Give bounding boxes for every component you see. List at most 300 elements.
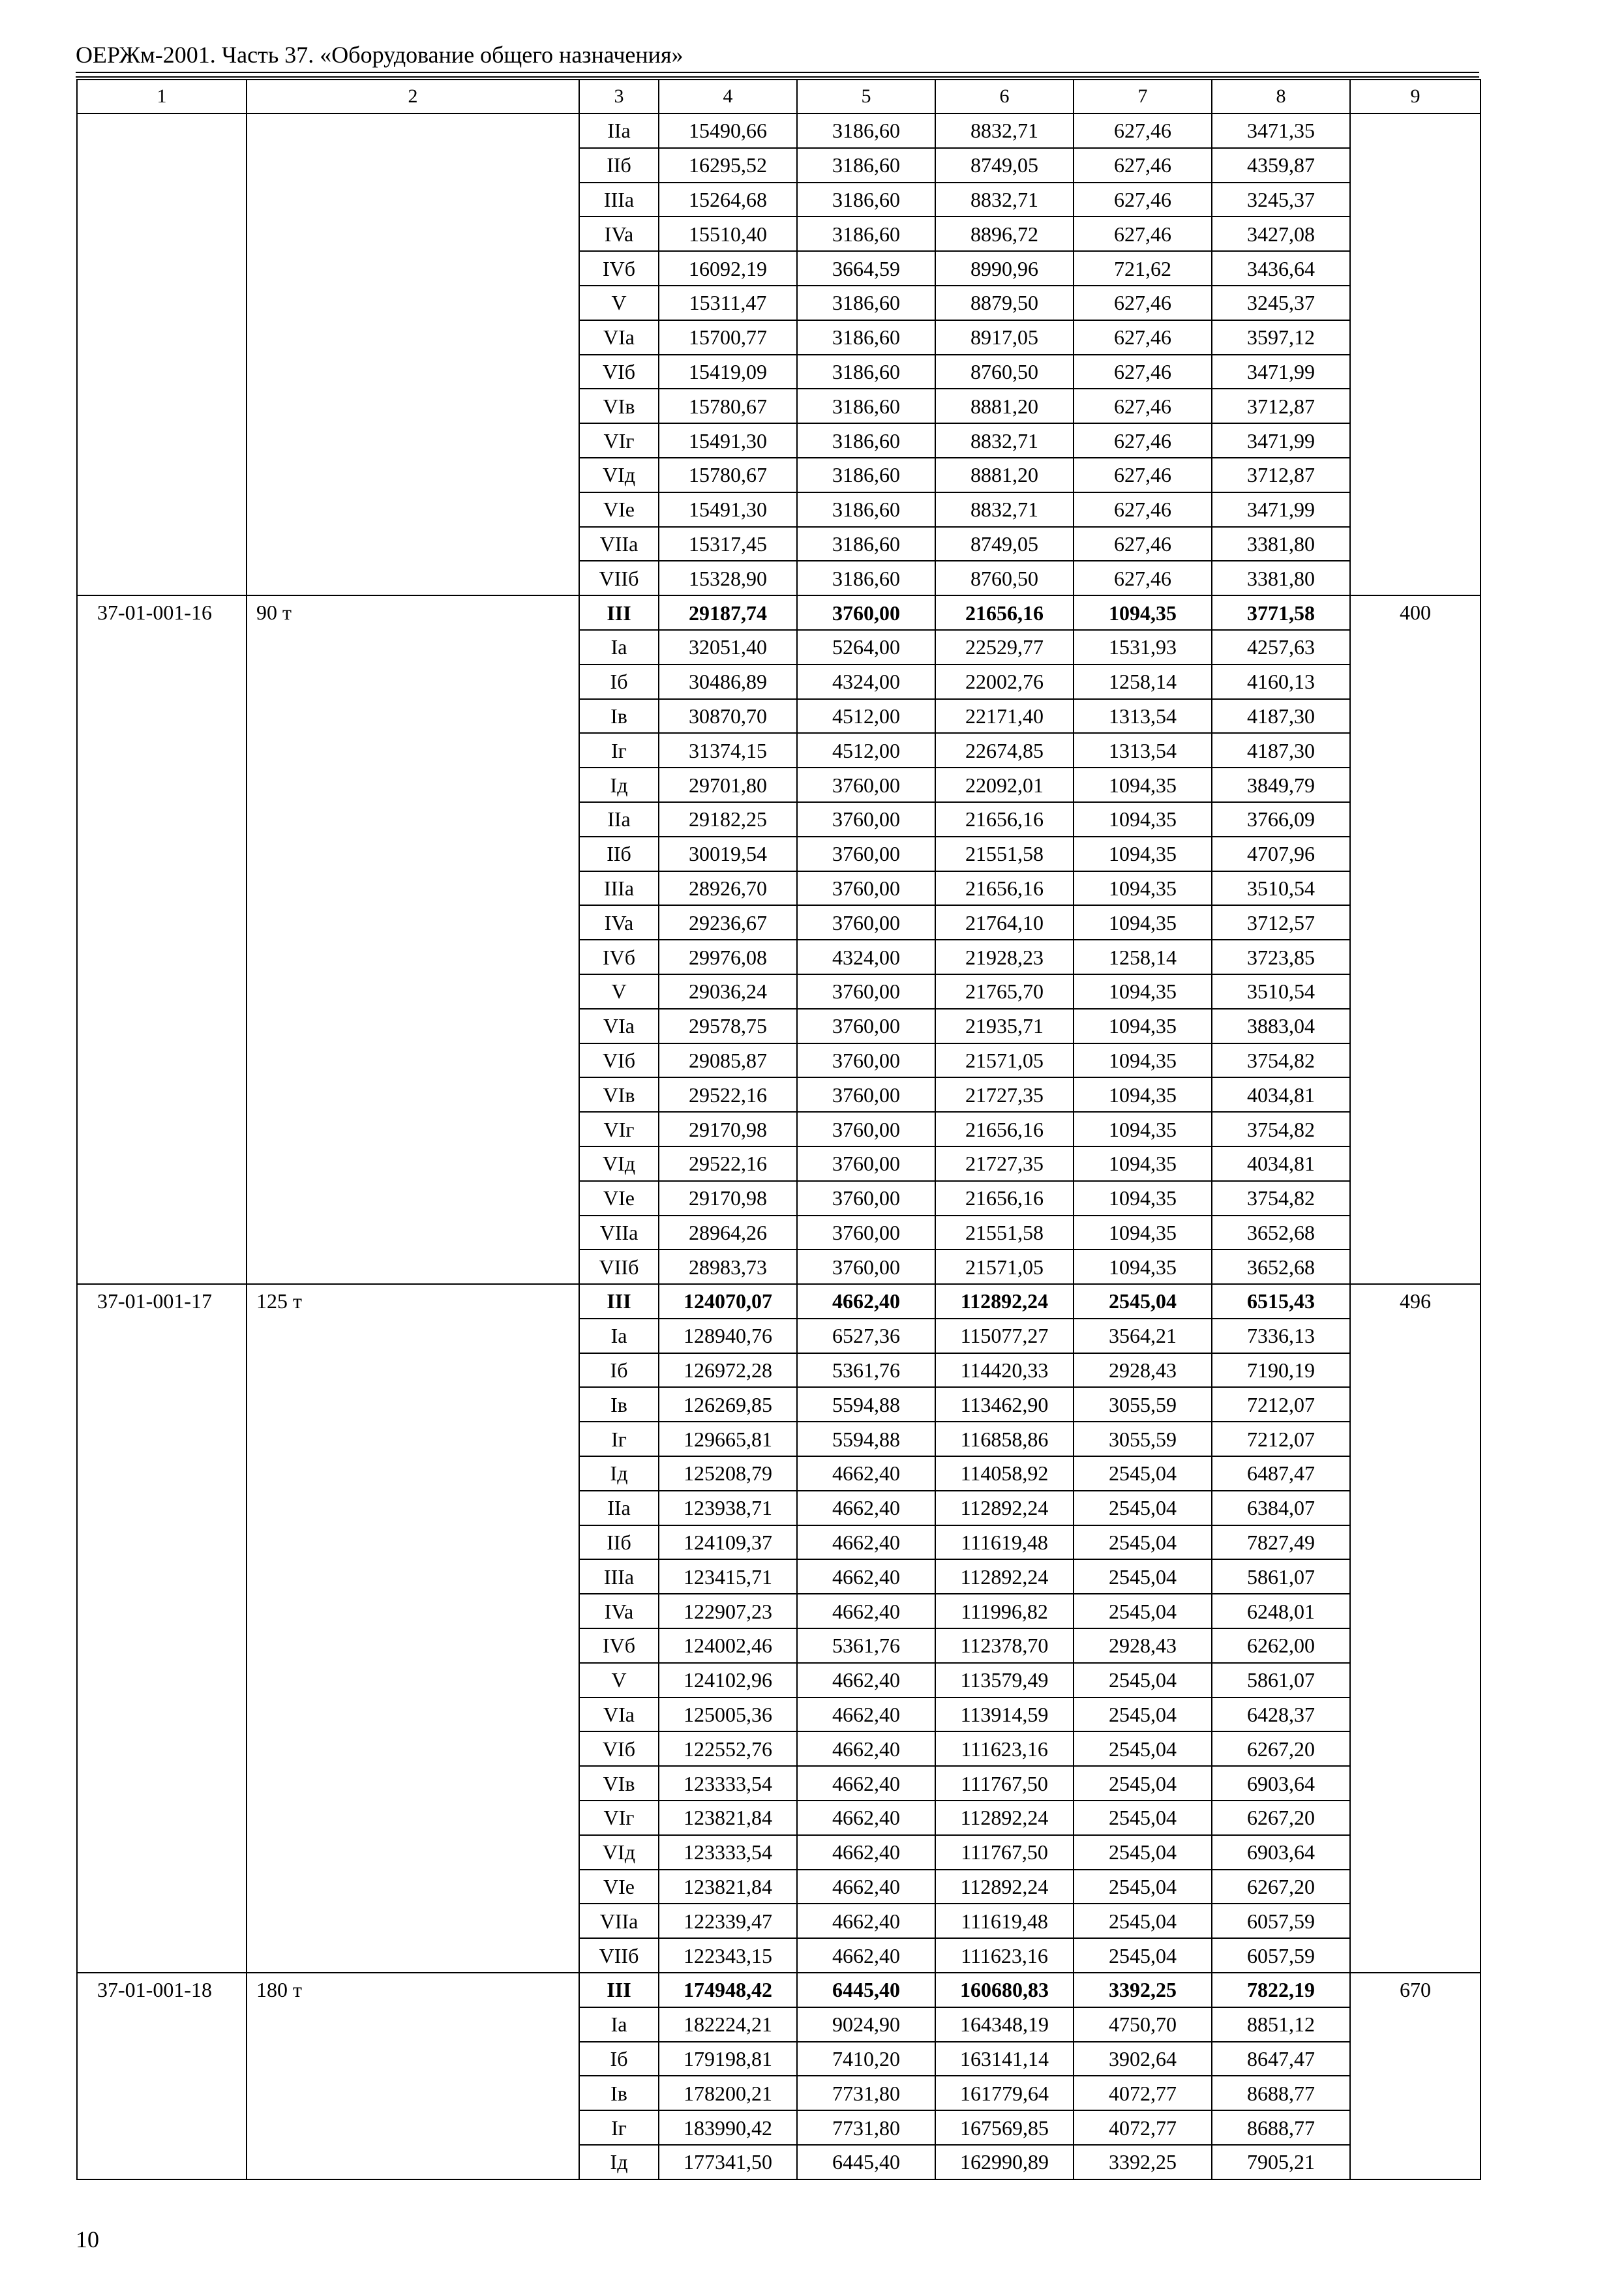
price-value: 32051,40 [659,630,797,665]
price-value: 22171,40 [935,699,1074,734]
price-value: 111623,16 [935,1938,1074,1973]
price-value: 164348,19 [935,2007,1074,2042]
price-value: 1094,35 [1074,768,1212,802]
table-body [77,80,1481,2179]
price-value: 29522,16 [659,1077,797,1112]
price-value: 3652,68 [1212,1249,1350,1284]
price-value: 627,46 [1074,561,1212,595]
price-value: 8990,96 [935,251,1074,286]
price-value: 3186,60 [797,527,935,561]
price-value: 8917,05 [935,320,1074,355]
price-value: 3760,00 [797,1216,935,1250]
price-value: 3597,12 [1212,320,1350,355]
price-value: 1531,93 [1074,630,1212,665]
header-rule [76,76,1479,78]
header-rule [76,72,1479,73]
price-value: 3760,00 [797,1146,935,1181]
variant-label: VIe [579,1870,659,1904]
price-value: 1094,35 [1074,871,1212,906]
price-value: 1094,35 [1074,1043,1212,1078]
variant-label: VIд [579,1146,659,1181]
price-value: 8688,77 [1212,2076,1350,2110]
price-value: 22674,85 [935,733,1074,768]
variant-label: Iд [579,1456,659,1491]
price-value: 4324,00 [797,665,935,699]
price-value: 122339,47 [659,1904,797,1938]
price-value: 7827,49 [1212,1525,1350,1560]
price-value: 3381,80 [1212,527,1350,561]
variant-label: VIв [579,1766,659,1801]
price-value: 4662,40 [797,1456,935,1491]
price-value: 114058,92 [935,1456,1074,1491]
price-value: 3186,60 [797,355,935,389]
price-value: 28964,26 [659,1216,797,1250]
variant-label: Iг [579,2110,659,2145]
price-value: 15700,77 [659,320,797,355]
variant-label: VIIб [579,561,659,595]
price-value: 21656,16 [935,871,1074,906]
price-value: 3245,37 [1212,183,1350,217]
variant-label: IVa [579,1594,659,1628]
price-value: 15491,30 [659,492,797,527]
price-value: 8832,71 [935,113,1074,148]
price-value: 7905,21 [1212,2145,1350,2179]
price-value: 627,46 [1074,217,1212,251]
price-value: 3055,59 [1074,1387,1212,1422]
price-value: 6267,20 [1212,1731,1350,1766]
column-number: 3 [579,80,659,113]
variant-label: IVa [579,217,659,251]
price-value: 4072,77 [1074,2076,1212,2110]
price-value: 2545,04 [1074,1559,1212,1594]
price-value: 3186,60 [797,389,935,423]
price-value: 5361,76 [797,1353,935,1388]
price-value: 16295,52 [659,148,797,183]
price-value: 21727,35 [935,1077,1074,1112]
variant-label: Iг [579,1422,659,1456]
price-value: 162990,89 [935,2145,1074,2179]
price-value: 22529,77 [935,630,1074,665]
price-value: 15317,45 [659,527,797,561]
price-value: 3760,00 [797,837,935,871]
variant-label: IIб [579,148,659,183]
price-value: 8881,20 [935,458,1074,492]
price-value: 3564,21 [1074,1319,1212,1353]
price-value: 29170,98 [659,1181,797,1216]
page-number: 10 [76,2226,99,2252]
price-value: 3849,79 [1212,768,1350,802]
price-value: 5361,76 [797,1628,935,1663]
price-value: 2545,04 [1074,1835,1212,1870]
price-value: 3392,25 [1074,1973,1212,2007]
price-value: 1094,35 [1074,1181,1212,1216]
price-value: 3760,00 [797,905,935,940]
price-value: 112892,24 [935,1284,1074,1319]
price-value: 15419,09 [659,355,797,389]
price-value: 21656,16 [935,802,1074,837]
price-value: 3760,00 [797,871,935,906]
price-value: 21571,05 [935,1249,1074,1284]
price-value: 29187,74 [659,595,797,630]
price-value: 3471,99 [1212,355,1350,389]
variant-label: IVб [579,940,659,974]
price-value: 125208,79 [659,1456,797,1491]
price-value: 8749,05 [935,527,1074,561]
price-value: 627,46 [1074,286,1212,320]
price-value: 126972,28 [659,1353,797,1388]
variant-label: III [579,1284,659,1319]
price-value: 6903,64 [1212,1835,1350,1870]
price-value: 627,46 [1074,492,1212,527]
price-value: 3186,60 [797,423,935,458]
price-value: 3712,87 [1212,458,1350,492]
price-value: 115077,27 [935,1319,1074,1353]
price-value: 8881,20 [935,389,1074,423]
price-value: 4512,00 [797,733,935,768]
price-value: 1094,35 [1074,595,1212,630]
price-value: 111767,50 [935,1766,1074,1801]
price-value: 4662,40 [797,1835,935,1870]
price-value: 3902,64 [1074,2042,1212,2076]
col9-cell [1350,113,1481,595]
price-value: 122907,23 [659,1594,797,1628]
price-value: 21571,05 [935,1043,1074,1078]
variant-label: VIIб [579,1249,659,1284]
price-value: 15510,40 [659,217,797,251]
price-value: 3436,64 [1212,251,1350,286]
price-value: 7336,13 [1212,1319,1350,1353]
price-value: 4707,96 [1212,837,1350,871]
variant-label: VIe [579,1181,659,1216]
price-value: 4257,63 [1212,630,1350,665]
item-code: 37-01-001-16 [77,595,247,1284]
price-value: 3510,54 [1212,871,1350,906]
col9-value: 400 [1350,595,1481,1284]
price-value: 3186,60 [797,183,935,217]
price-value: 3760,00 [797,1009,935,1043]
price-value: 1258,14 [1074,665,1212,699]
price-value: 1094,35 [1074,1249,1212,1284]
price-value: 122343,15 [659,1938,797,1973]
price-value: 123333,54 [659,1766,797,1801]
price-value: 3245,37 [1212,286,1350,320]
price-value: 123821,84 [659,1801,797,1835]
price-value: 4160,13 [1212,665,1350,699]
price-value: 3186,60 [797,148,935,183]
price-value: 15311,47 [659,286,797,320]
price-value: 3471,99 [1212,423,1350,458]
column-number: 8 [1212,80,1350,113]
price-value: 123415,71 [659,1559,797,1594]
price-value: 29578,75 [659,1009,797,1043]
price-value: 3754,82 [1212,1043,1350,1078]
price-value: 3712,87 [1212,389,1350,423]
price-value: 3760,00 [797,768,935,802]
price-value: 21764,10 [935,905,1074,940]
variant-label: IVб [579,1628,659,1663]
col9-value: 496 [1350,1284,1481,1973]
price-value: 4187,30 [1212,699,1350,734]
variant-label: VIIa [579,1904,659,1938]
price-value: 3883,04 [1212,1009,1350,1043]
price-value: 3664,59 [797,251,935,286]
price-value: 3186,60 [797,217,935,251]
variant-label: IVa [579,905,659,940]
price-value: 15780,67 [659,458,797,492]
price-value: 3771,58 [1212,595,1350,630]
variant-label: IIIa [579,183,659,217]
price-value: 29182,25 [659,802,797,837]
price-value: 721,62 [1074,251,1212,286]
price-value: 122552,76 [659,1731,797,1766]
price-value: 6903,64 [1212,1766,1350,1801]
variant-label: VIв [579,389,659,423]
price-value: 163141,14 [935,2042,1074,2076]
price-value: 3754,82 [1212,1181,1350,1216]
price-value: 3186,60 [797,286,935,320]
item-code: 37-01-001-18 [77,1973,247,2179]
price-value: 3381,80 [1212,561,1350,595]
price-value: 6428,37 [1212,1698,1350,1732]
price-value: 21656,16 [935,1112,1074,1146]
price-value: 627,46 [1074,148,1212,183]
price-value: 7212,07 [1212,1387,1350,1422]
price-value: 29522,16 [659,1146,797,1181]
price-value: 6057,59 [1212,1904,1350,1938]
price-value: 8760,50 [935,355,1074,389]
price-value: 3712,57 [1212,905,1350,940]
price-value: 1094,35 [1074,1216,1212,1250]
variant-label: Iд [579,2145,659,2179]
price-value: 177341,50 [659,2145,797,2179]
price-value: 3760,00 [797,1181,935,1216]
variant-label: Ia [579,2007,659,2042]
item-name: 180 т [247,1973,579,2179]
price-value: 3760,00 [797,802,935,837]
price-value: 4662,40 [797,1698,935,1732]
variant-label: VIд [579,458,659,492]
price-value: 111996,82 [935,1594,1074,1628]
price-value: 8647,47 [1212,2042,1350,2076]
variant-label: VIв [579,1077,659,1112]
price-value: 1094,35 [1074,1146,1212,1181]
price-value: 113579,49 [935,1663,1074,1698]
price-value: 7212,07 [1212,1422,1350,1456]
variant-label: VIб [579,355,659,389]
price-table [76,79,1481,2180]
price-value: 16092,19 [659,251,797,286]
price-value: 1094,35 [1074,1009,1212,1043]
price-value: 6267,20 [1212,1870,1350,1904]
table-row [77,113,1481,148]
price-value: 1094,35 [1074,837,1212,871]
price-value: 15780,67 [659,389,797,423]
variant-label: IIa [579,1491,659,1525]
price-value: 627,46 [1074,458,1212,492]
price-value: 29236,67 [659,905,797,940]
column-number: 9 [1350,80,1481,113]
variant-label: V [579,974,659,1009]
price-value: 3471,35 [1212,113,1350,148]
price-value: 5594,88 [797,1422,935,1456]
variant-label: VIa [579,1698,659,1732]
variant-label: VIIa [579,527,659,561]
price-value: 3723,85 [1212,940,1350,974]
price-value: 4750,70 [1074,2007,1212,2042]
price-value: 111619,48 [935,1904,1074,1938]
price-value: 3427,08 [1212,217,1350,251]
price-value: 6515,43 [1212,1284,1350,1319]
variant-label: VIб [579,1731,659,1766]
price-value: 6267,20 [1212,1801,1350,1835]
price-value: 4662,40 [797,1491,935,1525]
price-value: 123938,71 [659,1491,797,1525]
price-value: 3760,00 [797,1112,935,1146]
variant-label: Iв [579,699,659,734]
price-value: 174948,42 [659,1973,797,2007]
price-value: 116858,86 [935,1422,1074,1456]
price-value: 15490,66 [659,113,797,148]
price-value: 4662,40 [797,1938,935,1973]
price-value: 4187,30 [1212,733,1350,768]
price-value: 3754,82 [1212,1112,1350,1146]
price-value: 4512,00 [797,699,935,734]
group-main-row [77,1973,1481,2007]
price-value: 128940,76 [659,1319,797,1353]
price-value: 21935,71 [935,1009,1074,1043]
price-value: 21551,58 [935,1216,1074,1250]
price-value: 3392,25 [1074,2145,1212,2179]
price-value: 29170,98 [659,1112,797,1146]
price-value: 9024,90 [797,2007,935,2042]
price-value: 2928,43 [1074,1353,1212,1388]
price-value: 8688,77 [1212,2110,1350,2145]
price-value: 3186,60 [797,492,935,527]
price-value: 2545,04 [1074,1525,1212,1560]
price-value: 8832,71 [935,423,1074,458]
price-value: 8760,50 [935,561,1074,595]
price-value: 5861,07 [1212,1663,1350,1698]
price-value: 2545,04 [1074,1284,1212,1319]
price-value: 21551,58 [935,837,1074,871]
price-value: 112892,24 [935,1559,1074,1594]
price-value: 4072,77 [1074,2110,1212,2145]
variant-label: VIг [579,423,659,458]
price-value: 5264,00 [797,630,935,665]
price-value: 627,46 [1074,423,1212,458]
variant-label: VIд [579,1835,659,1870]
price-value: 113462,90 [935,1387,1074,1422]
group-main-row [77,595,1481,630]
variant-label: Iд [579,768,659,802]
price-value: 124070,07 [659,1284,797,1319]
price-value: 7822,19 [1212,1973,1350,2007]
variant-label: IIб [579,1525,659,1560]
price-value: 7410,20 [797,2042,935,2076]
price-value: 3186,60 [797,320,935,355]
price-value: 22092,01 [935,768,1074,802]
price-value: 2545,04 [1074,1491,1212,1525]
item-code: 37-01-001-17 [77,1284,247,1973]
price-value: 28983,73 [659,1249,797,1284]
price-value: 8879,50 [935,286,1074,320]
price-value: 113914,59 [935,1698,1074,1732]
price-value: 30486,89 [659,665,797,699]
price-value: 3760,00 [797,1077,935,1112]
price-value: 4662,40 [797,1559,935,1594]
price-value: 3186,60 [797,561,935,595]
price-value: 15328,90 [659,561,797,595]
price-value: 2545,04 [1074,1594,1212,1628]
price-value: 4662,40 [797,1801,935,1835]
price-value: 112892,24 [935,1870,1074,1904]
price-value: 161779,64 [935,2076,1074,2110]
price-value: 1094,35 [1074,802,1212,837]
price-value: 29085,87 [659,1043,797,1078]
price-value: 183990,42 [659,2110,797,2145]
price-value: 160680,83 [935,1973,1074,2007]
variant-label: VIe [579,492,659,527]
price-value: 2545,04 [1074,1663,1212,1698]
price-value: 3760,00 [797,1249,935,1284]
column-number: 7 [1074,80,1212,113]
price-value: 8896,72 [935,217,1074,251]
price-value: 8832,71 [935,183,1074,217]
price-value: 21765,70 [935,974,1074,1009]
variant-label: VIб [579,1043,659,1078]
variant-label: VIг [579,1112,659,1146]
price-value: 112378,70 [935,1628,1074,1663]
price-value: 112892,24 [935,1491,1074,1525]
item-name: 90 т [247,595,579,1284]
price-value: 179198,81 [659,2042,797,2076]
price-value: 3760,00 [797,595,935,630]
price-value: 129665,81 [659,1422,797,1456]
variant-label: IIIa [579,871,659,906]
price-value: 627,46 [1074,527,1212,561]
variant-label: VIIб [579,1938,659,1973]
column-number-row [77,80,1481,113]
price-value: 124102,96 [659,1663,797,1698]
variant-label: III [579,595,659,630]
variant-label: Iв [579,1387,659,1422]
variant-label: Iг [579,733,659,768]
price-value: 182224,21 [659,2007,797,2042]
price-value: 4662,40 [797,1870,935,1904]
price-value: 21656,16 [935,1181,1074,1216]
price-value: 125005,36 [659,1698,797,1732]
variant-label: IVб [579,251,659,286]
price-value: 29976,08 [659,940,797,974]
price-value: 123333,54 [659,1835,797,1870]
price-value: 6527,36 [797,1319,935,1353]
price-value: 4662,40 [797,1284,935,1319]
price-value: 627,46 [1074,389,1212,423]
variant-label: V [579,1663,659,1698]
price-value: 111767,50 [935,1835,1074,1870]
price-value: 4034,81 [1212,1146,1350,1181]
price-value: 2545,04 [1074,1766,1212,1801]
price-value: 112892,24 [935,1801,1074,1835]
variant-label: VIг [579,1801,659,1835]
price-value: 8749,05 [935,148,1074,183]
price-value: 7190,19 [1212,1353,1350,1388]
price-value: 6057,59 [1212,1938,1350,1973]
price-value: 2545,04 [1074,1938,1212,1973]
code-cell [77,113,247,595]
price-value: 7731,80 [797,2110,935,2145]
price-value: 3186,60 [797,113,935,148]
